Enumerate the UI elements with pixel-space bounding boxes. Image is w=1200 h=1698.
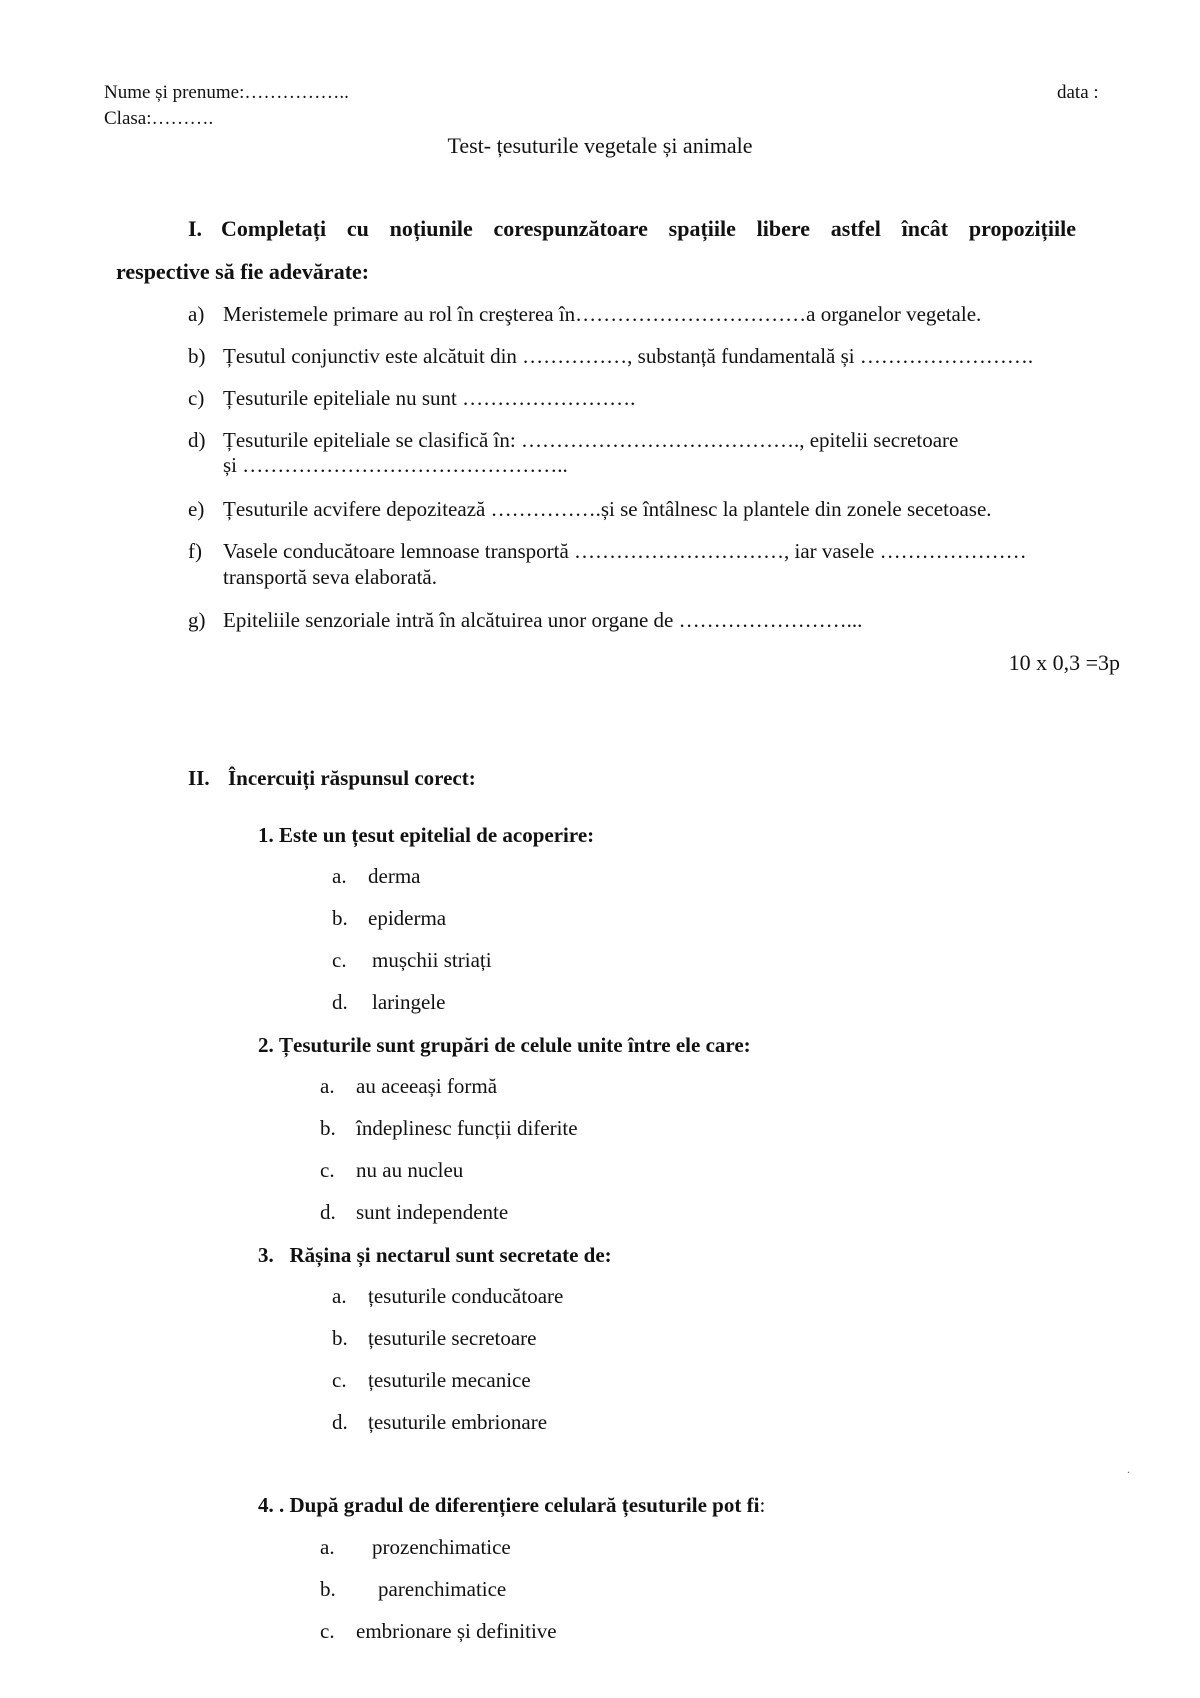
question-1-title: 1. Este un țesut epitelial de acoperire: [258, 823, 595, 847]
option-label: c. [332, 1368, 347, 1392]
fill-item-text-continued: transportă seva elaborată. [223, 565, 437, 589]
section1-heading-line1: Completați cu noțiunile corespunzătoare spațiile libere astfel încât propozițiile [221, 216, 1076, 241]
section2-number: II. [188, 766, 210, 790]
fill-item-text: Meristemele primare au rol în creşterea în……………………………a organelor vegetale. [223, 302, 982, 326]
option-label: a. [332, 1284, 347, 1308]
option-text: țesuturile conducătoare [368, 1284, 564, 1308]
fill-item-text: Țesutul conjunctiv este alcătuit din ……………, substanță fundamentală și ……………………. [223, 344, 1034, 368]
fill-item-text: Țesuturile acvifere depozitează …………….și se întâlnesc la plantele din zonele secetoase. [223, 497, 992, 521]
fill-item-label: e) [188, 497, 205, 521]
fill-item-label: a) [188, 302, 205, 326]
option-text: țesuturile embrionare [368, 1410, 548, 1434]
option-label: a. [320, 1074, 335, 1098]
question-3-title: 3. Rășina și nectarul sunt secretate de: [258, 1243, 612, 1267]
question-4-title [258, 1492, 765, 1518]
option-text: embrionare și definitive [356, 1619, 557, 1643]
stray-mark: . [1127, 1462, 1130, 1476]
fill-item-label: c) [188, 386, 205, 410]
fill-item-label: d) [188, 428, 206, 452]
option-text: epiderma [368, 906, 447, 930]
option-label: c. [332, 948, 347, 972]
option-text: laringele [372, 990, 446, 1014]
question-2-title: 2. Țesuturile sunt grupări de celule unite între ele care: [258, 1033, 751, 1057]
option-text: au aceeași formă [356, 1074, 498, 1098]
option-label: b. [332, 906, 348, 930]
option-label: d. [320, 1200, 336, 1224]
fill-item-text-continued: și ……………………………………….. [223, 453, 568, 477]
option-label: c. [320, 1619, 335, 1643]
fill-item-label: b) [188, 344, 206, 368]
option-text: sunt independente [356, 1200, 509, 1224]
option-label: b. [320, 1577, 336, 1601]
option-text: prozenchimatice [372, 1535, 511, 1559]
fill-item-label: f) [188, 539, 202, 563]
name-field-label: Nume și prenume:…………….. [104, 82, 349, 103]
question-4-title-text: 4. . După gradul de diferențiere celulară țesuturile pot fi [258, 1493, 760, 1517]
section1-number: I. [188, 216, 203, 241]
option-text: mușchii striați [372, 948, 492, 972]
question-4-title-suffix: : [759, 1493, 766, 1517]
page-title: Test- țesuturile vegetale și animale [447, 133, 753, 158]
section1-score: 10 x 0,3 =3p [1008, 650, 1120, 675]
date-field-label: data : [1057, 82, 1099, 103]
section2-heading: Încercuiți răspunsul corect: [228, 766, 476, 790]
option-label: c. [320, 1158, 335, 1182]
option-text: țesuturile secretoare [368, 1326, 537, 1350]
option-text: parenchimatice [378, 1577, 507, 1601]
option-label: b. [332, 1326, 348, 1350]
option-text: țesuturile mecanice [368, 1368, 531, 1392]
option-label: a. [332, 864, 347, 888]
option-text: nu au nucleu [356, 1158, 464, 1182]
fill-item-label: g) [188, 608, 206, 632]
fill-item-text: Țesuturile epiteliale nu sunt ……………………. [223, 386, 636, 410]
option-label: a. [320, 1535, 335, 1559]
option-label: d. [332, 990, 348, 1014]
option-text: îndeplinesc funcții diferite [356, 1116, 578, 1140]
section1-heading-line2: respective să fie adevărate: [116, 259, 370, 284]
fill-item-text: Țesuturile epiteliale se clasifică în: …………………………………., epitelii secretoare [223, 428, 959, 452]
option-text: derma [368, 864, 421, 888]
class-field-label: Clasa:………. [104, 108, 214, 129]
fill-item-text: Vasele conducătoare lemnoase transportă …………………………, iar vasele ………………… [223, 539, 1027, 563]
option-label: d. [332, 1410, 348, 1434]
option-label: b. [320, 1116, 336, 1140]
fill-item-text: Epiteliile senzoriale intră în alcătuirea unor organe de ……………………... [223, 608, 863, 632]
